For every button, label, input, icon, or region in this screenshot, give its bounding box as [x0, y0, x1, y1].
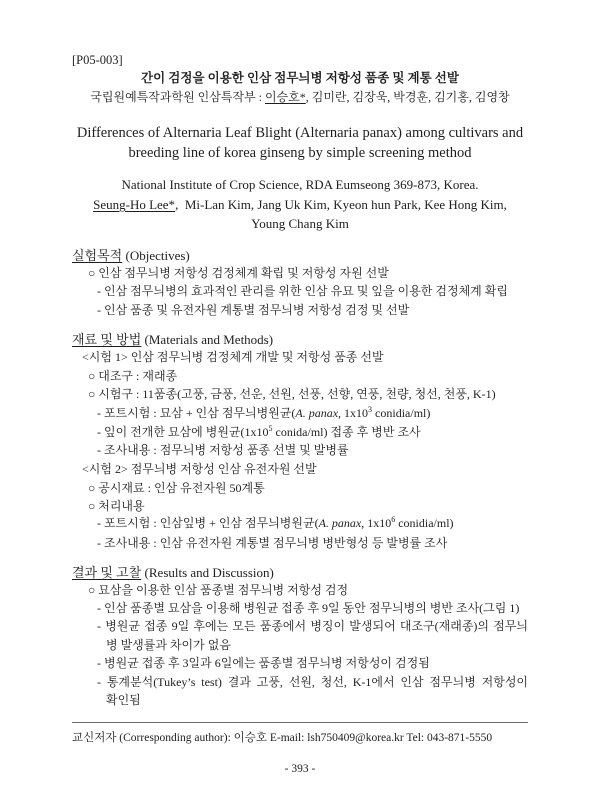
- methods-heading-korean: 재료 및 방법: [72, 332, 142, 347]
- experiment-1-pot-test: [97, 404, 430, 422]
- result-subitem: - 병원균 접종 9일 후에는 모든 품종에서 병징이 발생되어 대조구(재래종)의 점무늬: [97, 619, 528, 633]
- coauthors-english: , Mi-Lan Kim, Jang Uk Kim, Kyeon hun Park, Kee Hong Kim,: [175, 197, 507, 212]
- result-subitem-continuation: 확인됨: [106, 693, 141, 707]
- experiment-1-treatment: ○ 시험구 : 11품종(고풍, 금풍, 선운, 선원, 선풍, 선향, 연풍, 천량, 청선, 천풍, K-1): [88, 387, 496, 401]
- experiment-1-survey: - 조사내용 : 점무늬병 저항성 품종 선별 및 발병률: [97, 443, 349, 457]
- result-subitem: - 통계분석(Tukey’s test) 결과 고풍, 선원, 청선, K-1에서 인삼 점무늬병 저항성이: [97, 675, 528, 689]
- results-heading: [72, 564, 274, 582]
- experiment-2-survey: - 조사내용 : 인삼 유전자원 계통별 점무늬병 병반형성 등 발병률 조사: [97, 536, 448, 550]
- experiment-1-title: <시험 1> 인삼 점무늬병 검정체계 개발 및 저항성 품종 선발: [82, 350, 384, 364]
- result-subitem: - 인삼 품종별 묘삼을 이용해 병원균 접종 후 9일 동안 점무늬병의 병반 조사(그림 1): [97, 601, 520, 615]
- coauthors-korean: , 김미란, 김장욱, 박경훈, 김기홍, 김영창: [305, 90, 510, 104]
- concentration-unit: conidia/ml): [372, 406, 431, 420]
- results-heading-korean: 결과 및 고찰: [72, 565, 142, 580]
- objective-subitem: - 인삼 품종 및 유전자원 계통별 점무늬병 저항성 검정 및 선발: [97, 303, 410, 317]
- concentration-exponent: 3: [368, 405, 373, 414]
- methods-heading-english: (Materials and Methods): [141, 332, 274, 347]
- pathogen-species: A. panax: [318, 516, 362, 530]
- experiment-2-title: <시험 2> 점무늬병 저항성 인삼 유전자원 선발: [82, 462, 317, 476]
- abstract-code: [P05-003]: [72, 53, 123, 67]
- title-english-line-2: breeding line of korea ginseng by simple screening method: [128, 145, 472, 161]
- concentration-exponent: 6: [391, 515, 396, 524]
- objective-subitem: - 인삼 점무늬병의 효과적인 관리를 위한 인삼 유묘 및 잎을 이용한 검정체계 확립: [97, 284, 508, 298]
- corresponding-author-korean: 이승호*: [264, 90, 306, 104]
- objectives-heading-english: (Objectives): [122, 248, 190, 263]
- affiliation-korean: 국립원예특작과학원 인삼특작부 :: [90, 90, 265, 104]
- page-number: - 393 -: [284, 763, 316, 775]
- objectives-heading-korean: 실험목적: [72, 248, 123, 263]
- pot-test-text: - 포트시험 : 인삼잎병 + 인삼 점무늬병원균(: [97, 516, 319, 530]
- inoculation-text-end: conida/ml) 접종 후 병반 조사: [272, 425, 421, 439]
- objective-item: ○ 인삼 점무늬병 저항성 검정체계 확립 및 저항성 자원 선발: [88, 266, 389, 280]
- affiliation-english: National Institute of Crop Science, RDA Eumseong 369-873, Korea.: [121, 177, 479, 192]
- corresponding-author-english: Seung-Ho Lee*: [93, 197, 176, 212]
- experiment-1-inoculation: [97, 423, 421, 441]
- inoculation-text: - 잎이 전개한 묘삼에 병원균(1x10: [97, 425, 269, 439]
- title-english-line-1: Differences of Alternaria Leaf Blight (Alternaria panax) among cultivars and: [76, 125, 524, 141]
- title-korean: 간이 검정을 이용한 인삼 점무늬병 저항성 품종 및 계통 선발: [141, 71, 459, 85]
- concentration-exponent: 5: [268, 424, 273, 433]
- pot-test-text: - 포트시험 : 묘삼 + 인삼 점무늬병원균(: [97, 406, 296, 420]
- result-subitem: - 병원균 접종 후 3일과 6일에는 품종별 점무늬병 저항성이 검정됨: [97, 656, 430, 670]
- pathogen-species: A. panax: [295, 406, 339, 420]
- experiment-2-treatment: ○ 처리내용: [88, 499, 145, 513]
- result-subitem-continuation: 병 발생률과 차이가 없음: [106, 638, 231, 652]
- experiment-1-control: ○ 대조구 : 재래종: [88, 369, 178, 383]
- concentration-base: , 1x10: [338, 406, 369, 420]
- result-item: ○ 묘삼을 이용한 인삼 품종별 점무늬병 저항성 검정: [88, 583, 349, 597]
- experiment-2-pot-test: [97, 514, 454, 532]
- authors-english-line-2: Young Chang Kim: [251, 216, 349, 231]
- results-heading-english: (Results and Discussion): [141, 565, 274, 580]
- concentration-unit: conidia/ml): [395, 516, 454, 530]
- authors-english-line-1: [0, 196, 600, 214]
- footer-divider: [72, 722, 528, 723]
- experiment-2-material: ○ 공시재료 : 인삼 유전자원 50계통: [88, 481, 265, 495]
- objectives-heading: [72, 247, 190, 265]
- corresponding-author-footer: 교신저자 (Corresponding author): 이승호 E-mail: lsh750409@korea.kr Tel: 043-871-5550: [72, 732, 493, 744]
- authors-korean: [0, 88, 600, 106]
- methods-heading: [72, 331, 273, 349]
- concentration-base: , 1x10: [361, 516, 392, 530]
